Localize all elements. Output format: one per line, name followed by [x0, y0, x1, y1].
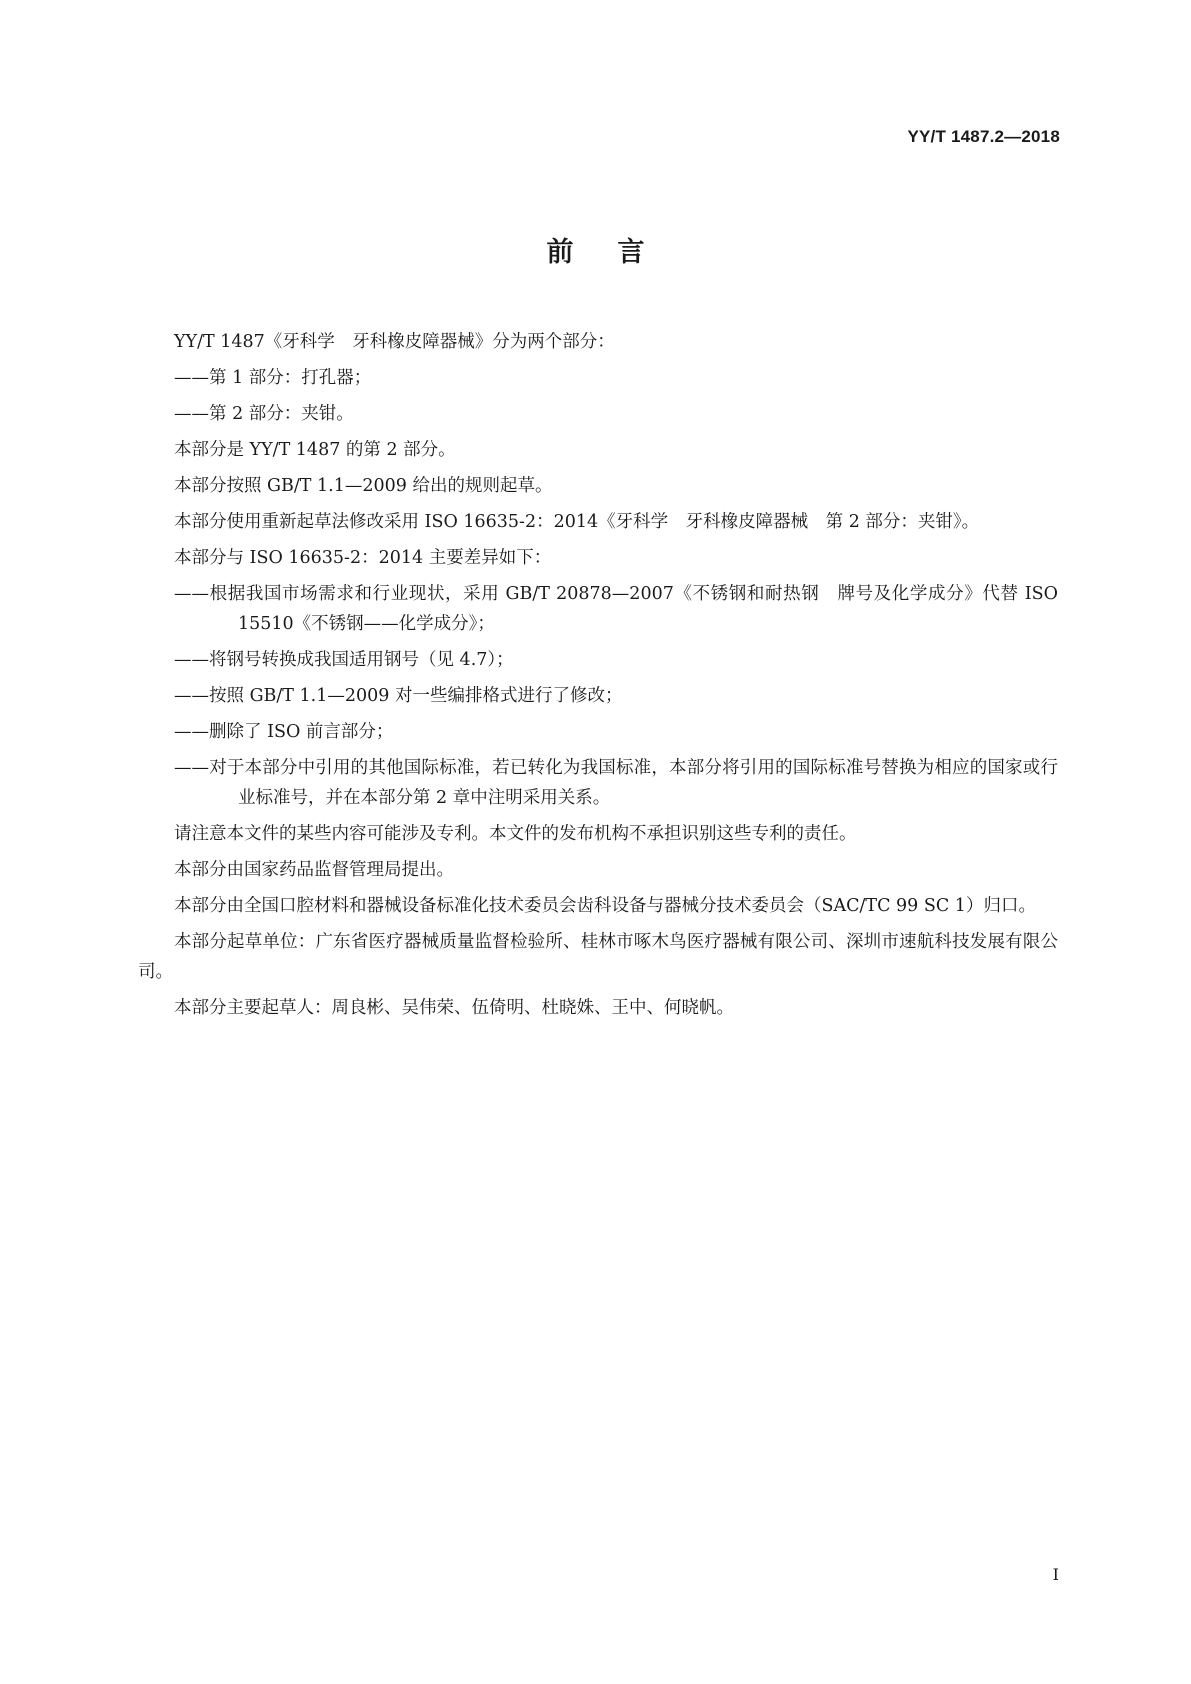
paragraph: 本部分是 YY/T 1487 的第 2 部分。	[174, 440, 456, 460]
patent-notice: 请注意本文件的某些内容可能涉及专利。本文件的发布机构不承担识别这些专利的责任。	[174, 824, 857, 844]
drafting-units: 本部分起草单位：广东省医疗器械质量监督检验所、桂林市啄木鸟医疗器械有限公司、深圳市速航科技发展有限公司。	[138, 932, 1058, 982]
list-item: ——第 2 部分：夹钳。	[174, 404, 354, 424]
paragraph: 本部分按照 GB/T 1.1—2009 给出的规则起草。	[174, 476, 553, 496]
difference-item: ——按照 GB/T 1.1—2009 对一些编排格式进行了修改；	[174, 686, 623, 706]
paragraph: 本部分由全国口腔材料和器械设备标准化技术委员会齿科设备与器械分技术委员会（SAC/TC 99 SC 1）归口。	[174, 896, 1036, 916]
standard-code: YY/T 1487.2—2018	[907, 127, 1060, 146]
paragraph: 本部分使用重新起草法修改采用 ISO 16635-2：2014《牙科学 牙科橡皮障器械 第 2 部分：夹钳》。	[174, 512, 980, 532]
difference-item: ——将钢号转换成我国适用钢号（见 4.7）；	[174, 650, 514, 670]
difference-item: ——根据我国市场需求和行业现状，采用 GB/T 20878—2007《不锈钢和耐热钢 牌号及化学成分》代替 ISO 15510《不锈钢——化学成分》；	[174, 584, 1064, 634]
list-item: ——第 1 部分：打孔器；	[174, 368, 372, 388]
page-number: I	[1052, 1565, 1059, 1584]
page-title: 前言	[546, 237, 689, 268]
difference-item: ——对于本部分中引用的其他国际标准，若已转化为我国标准，本部分将引用的国际标准号替换为相应的国家或行业标准号，并在本部分第 2 章中注明采用关系。	[174, 758, 1058, 808]
intro-paragraph: YY/T 1487《牙科学 牙科橡皮障器械》分为两个部分：	[174, 332, 615, 352]
difference-item: ——删除了 ISO 前言部分；	[174, 722, 394, 742]
paragraph: 本部分与 ISO 16635-2：2014 主要差异如下：	[174, 548, 552, 568]
drafters: 本部分主要起草人：周良彬、吴伟荣、伍倚明、杜晓姝、王中、何晓帆。	[174, 998, 734, 1018]
paragraph: 本部分由国家药品监督管理局提出。	[174, 860, 454, 880]
document-body	[138, 327, 1064, 1029]
